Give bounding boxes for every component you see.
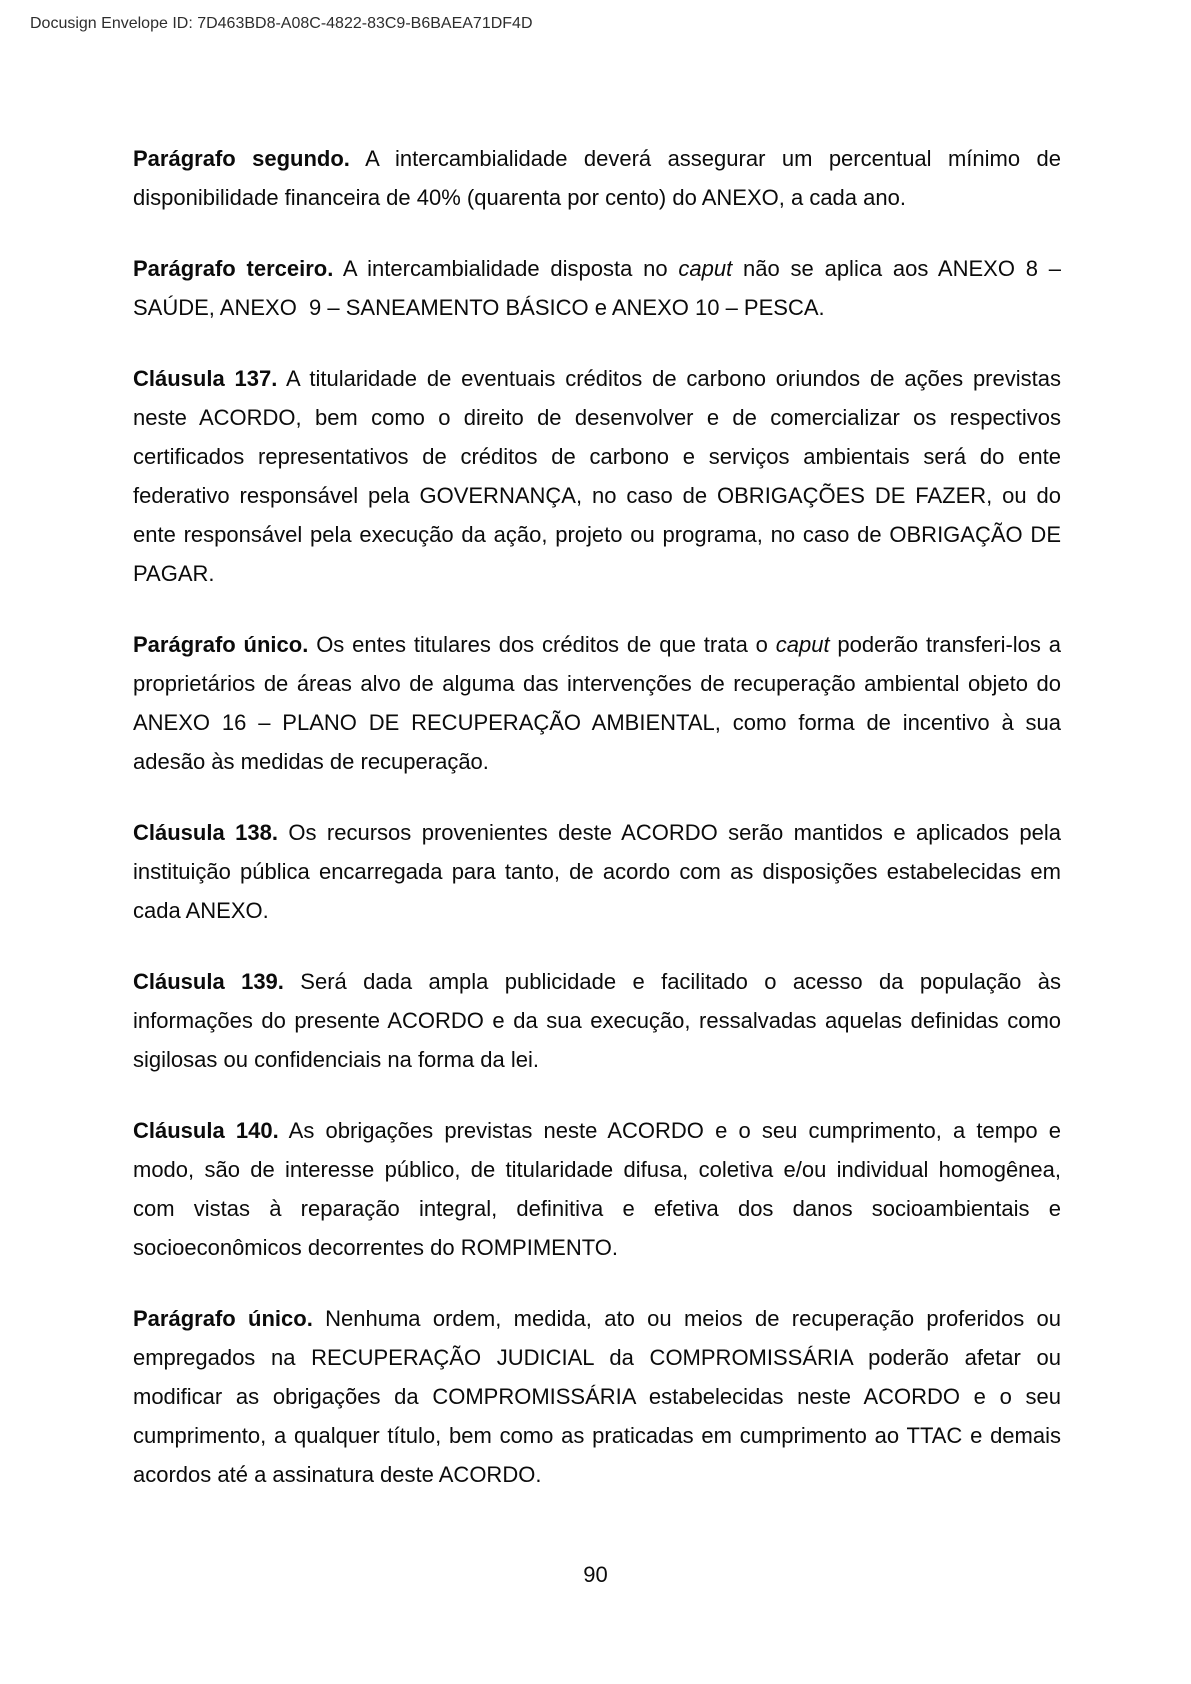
paragraph-lead: Cláusula 137. bbox=[133, 366, 278, 391]
paragraph-lead: Cláusula 140. bbox=[133, 1118, 279, 1143]
paragraph-text: Será dada ampla publicidade e facilitado o acesso da população às informações do presente ACORDO e da sua execução, ressalvadas aquelas definidas como sigilosas ou confidenciais na forma da lei. bbox=[133, 969, 1061, 1072]
paragraph-text: Os entes titulares dos créditos de que trata o bbox=[308, 632, 776, 657]
paragraph-text: Nenhuma ordem, medida, ato ou meios de recuperação proferidos ou empregados na RECUPERAÇÃO JUDICIAL da COMPROMISSÁRIA poderão afetar ou modificar as obrigações da COMPROMISSÁRIA estabelecidas neste ACORDO e o seu cumprimento, a qualquer título, bem como as praticadas em cumprimento ao TTAC e demais acordos até a assinatura deste ACORDO. bbox=[133, 1306, 1062, 1487]
paragraph-lead: Parágrafo único. bbox=[133, 1306, 313, 1331]
paragraph-lead: Cláusula 138. bbox=[133, 820, 278, 845]
paragraph-text: A titularidade de eventuais créditos de carbono oriundos de ações previstas neste ACORDO, bem como o direito de desenvolver e de comercializar os respectivos certificados representativos de créditos de carbono e serviços ambientais será do ente federativo responsável pela GOVERNANÇA, no caso de OBRIGAÇÕES DE FAZER, ou do ente responsável pela execução da ação, projeto ou programa, no caso de OBRIGAÇÃO DE PAGAR. bbox=[133, 366, 1061, 586]
paragraph-clausula-140 bbox=[133, 1111, 1061, 1267]
paragraph-lead: Parágrafo único. bbox=[133, 632, 309, 657]
paragraph-lead: Parágrafo terceiro. bbox=[133, 256, 334, 281]
paragraph-lead: Parágrafo segundo. bbox=[133, 146, 350, 171]
paragraph-text: Os recursos provenientes deste ACORDO serão mantidos e aplicados pela instituição pública encarregada para tanto, de acordo com as disposições estabelecidas em cada ANEXO. bbox=[133, 820, 1061, 923]
paragraph-paragrafo-segundo bbox=[133, 139, 1061, 217]
paragraph-clausula-137 bbox=[133, 359, 1061, 593]
paragraph-lead: Cláusula 139. bbox=[133, 969, 284, 994]
paragraph-paragrafo-unico-1 bbox=[133, 625, 1061, 781]
document-body bbox=[133, 139, 1061, 1526]
paragraph-text: A intercambialidade disposta no bbox=[333, 256, 679, 281]
paragraph-text: As obrigações previstas neste ACORDO e o seu cumprimento, a tempo e modo, são de interesse público, de titularidade difusa, coletiva e/ou individual homogênea, com vistas à reparação integral, definitiva e efetiva dos danos socioambientais e socioeconômicos decorrentes do ROMPIMENTO. bbox=[133, 1118, 1061, 1260]
paragraph-text: não se aplica aos ANEXO 8 – SAÚDE, ANEXO 9 – SANEAMENTO BÁSICO e ANEXO 10 – PESCA. bbox=[133, 256, 1062, 320]
paragraph-paragrafo-unico-2 bbox=[133, 1299, 1061, 1494]
italic-term: caput bbox=[775, 632, 830, 657]
paragraph-clausula-138 bbox=[133, 813, 1061, 930]
paragraph-clausula-139 bbox=[133, 962, 1061, 1079]
paragraph-text: A intercambialidade deverá assegurar um percentual mínimo de disponibilidade financeira de 40% (quarenta por cento) do ANEXO, a cada ano. bbox=[133, 146, 1062, 210]
paragraph-text: poderão transferi-los a proprietários de áreas alvo de alguma das intervenções de recuperação ambiental objeto do ANEXO 16 – PLANO DE RECUPERAÇÃO AMBIENTAL, como forma de incentivo à sua adesão às medidas de recuperação. bbox=[133, 632, 1062, 774]
docusign-envelope-id: Docusign Envelope ID: 7D463BD8-A08C-4822-83C9-B6BAEA71DF4D bbox=[30, 15, 533, 32]
italic-term: caput bbox=[678, 256, 733, 281]
paragraph-paragrafo-terceiro bbox=[133, 249, 1061, 327]
page-number: 90 bbox=[583, 1562, 608, 1587]
